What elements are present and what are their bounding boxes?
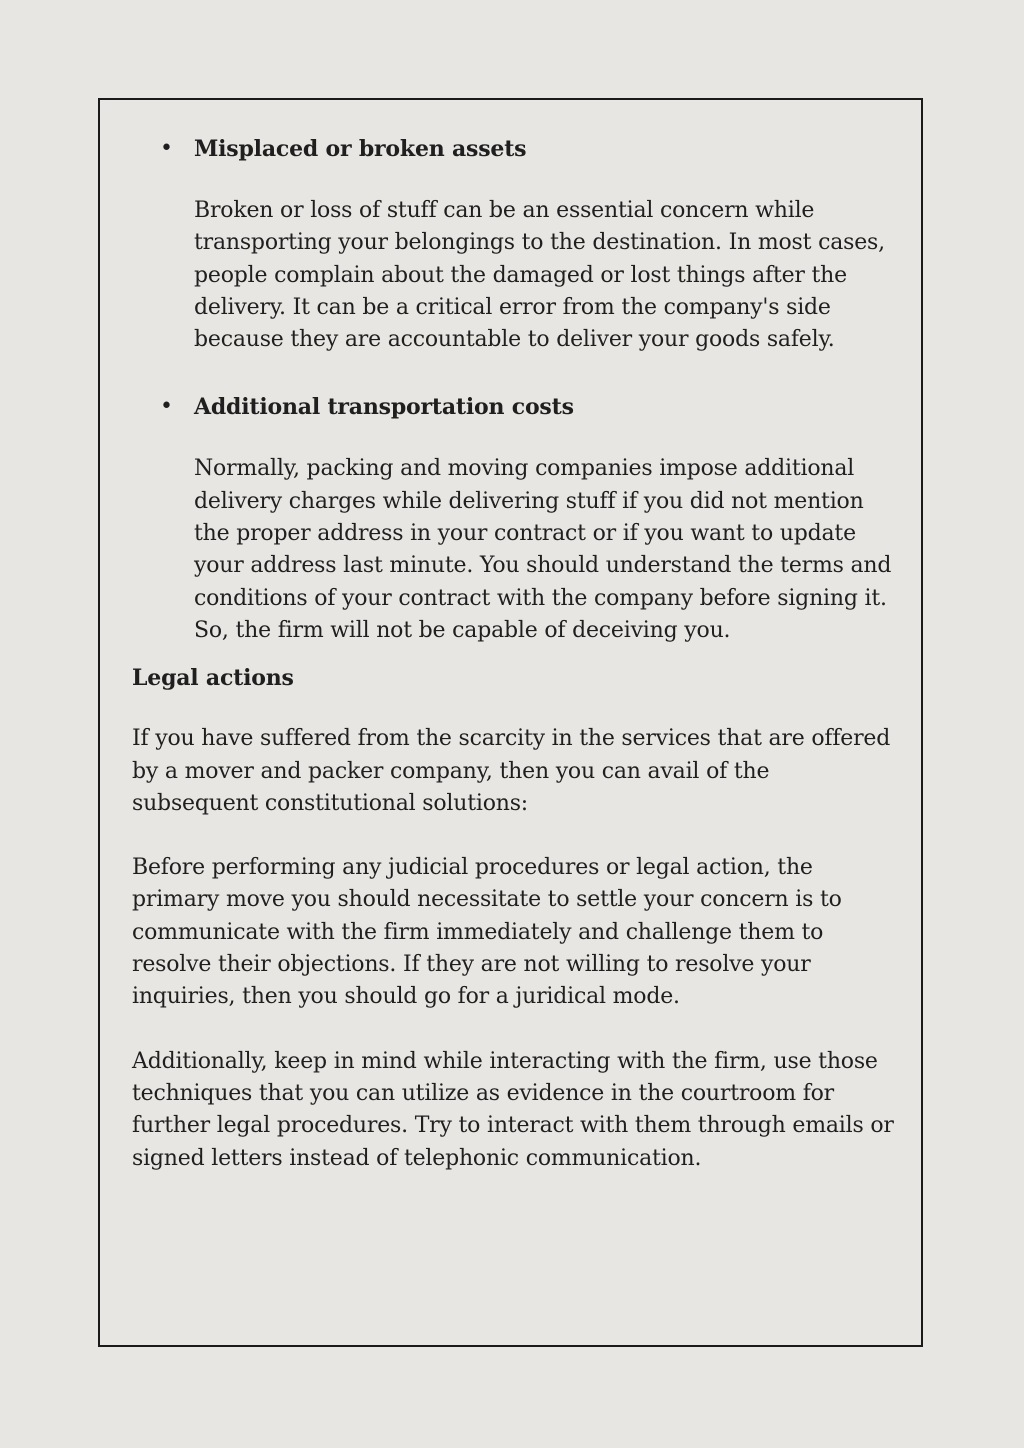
list-item (132, 388, 897, 647)
list-item-heading: Additional transportation costs (194, 394, 574, 421)
paragraph: Additionally, keep in mind while interacting with the firm, use those techniques that you can utilize as evidence in the courtroom for further legal procedures. Try to interact with them through emails or signed letters instead of telephonic communication. (132, 1048, 894, 1171)
list-item-heading: Misplaced or broken assets (194, 136, 527, 162)
paragraph: If you have suffered from the scarcity in the services that are offered by a mover and packer company, then you can avail of the subsequent constitutional solutions: (132, 726, 891, 816)
list-item (132, 130, 897, 356)
section-heading: Legal actions (132, 665, 294, 692)
bullet-icon: • (160, 394, 173, 420)
bullet-icon: • (160, 136, 173, 161)
list-item-body: Broken or loss of stuff can be an essential concern while transporting your belongings to the destination. In most cases, people complain about the damaged or lost things after the delivery. It can be a critical error from the company's side because they are accountable to deliver your goods safely. (194, 198, 885, 353)
list-item-body: Normally, packing and moving companies impose additional delivery charges while delivering stuff if you did not mention the proper address in your contract or if you want to update your address last minute. You should understand the terms and conditions of your contract with the company before signing it. So, the firm will not be capable of deceiving you. (194, 456, 892, 643)
document-content (132, 130, 897, 1175)
paragraph: Before performing any judicial procedures or legal action, the primary move you should necessitate to settle your concern is to communicate with the firm immediately and challenge them to resolve their objections. If they are not willing to resolve your inquiries, then you should go for a juridical mode. (132, 855, 842, 1010)
